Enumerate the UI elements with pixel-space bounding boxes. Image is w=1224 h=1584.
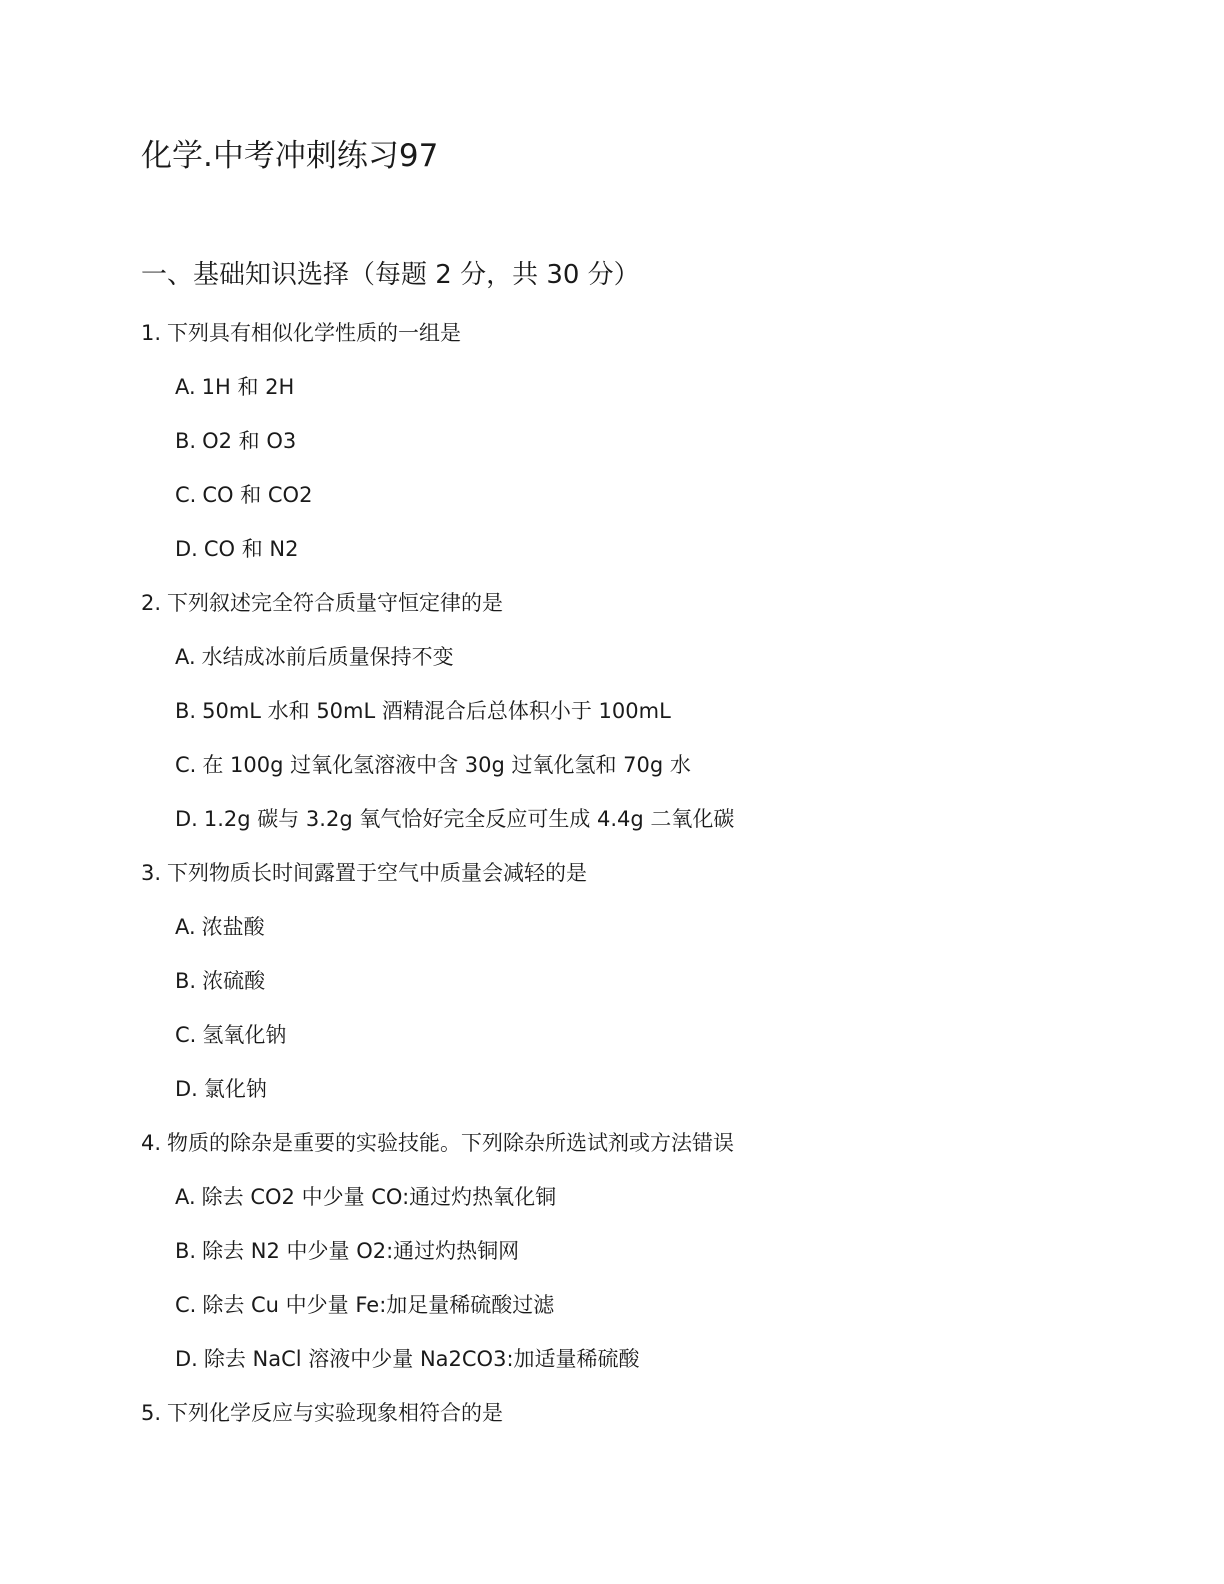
option-letter: B.	[175, 969, 197, 993]
option-letter: A.	[175, 1185, 196, 1209]
option-letter: A.	[175, 915, 196, 939]
option-text: 50mL 水和 50mL 酒精混合后总体积小于 100mL	[202, 699, 671, 723]
question-3-option-c	[141, 1015, 1141, 1069]
option-text: O2 和 O3	[202, 429, 297, 453]
section-heading: 一、基础知识选择（每题 2 分，共 30 分）	[141, 260, 640, 290]
question-number: 2.	[141, 591, 162, 615]
question-1-option-a	[141, 367, 1141, 421]
question-2-option-a	[141, 637, 1141, 691]
question-1-option-d	[141, 529, 1141, 583]
question-3	[141, 853, 1141, 907]
question-2-option-b	[141, 691, 1141, 745]
question-list	[141, 313, 1141, 1447]
question-4-option-c	[141, 1285, 1141, 1339]
option-letter: C.	[175, 1023, 197, 1047]
question-1-option-c	[141, 475, 1141, 529]
document-title: 化学.中考冲刺练习97	[141, 138, 439, 174]
option-text: 1H 和 2H	[201, 375, 295, 399]
option-letter: A.	[175, 375, 196, 399]
question-text: 下列叙述完全符合质量守恒定律的是	[167, 591, 504, 615]
question-text: 物质的除杂是重要的实验技能。下列除杂所选试剂或方法错误	[167, 1131, 735, 1155]
question-4-option-a	[141, 1177, 1141, 1231]
option-letter: B.	[175, 699, 197, 723]
option-text: 浓盐酸	[201, 915, 265, 939]
option-text: 1.2g 碳与 3.2g 氧气恰好完全反应可生成 4.4g 二氧化碳	[203, 807, 735, 831]
option-letter: D.	[175, 1077, 198, 1101]
question-number: 5.	[141, 1401, 162, 1425]
option-text: 除去 N2 中少量 O2:通过灼热铜网	[202, 1239, 520, 1263]
question-5	[141, 1393, 1141, 1447]
question-1	[141, 313, 1141, 367]
option-letter: B.	[175, 429, 197, 453]
question-2	[141, 583, 1141, 637]
option-letter: A.	[175, 645, 196, 669]
option-text: 除去 NaCl 溶液中少量 Na2CO3:加适量稀硫酸	[203, 1347, 640, 1371]
question-number: 1.	[141, 321, 162, 345]
option-text: 氢氧化钠	[202, 1023, 287, 1047]
option-text: CO 和 CO2	[202, 483, 313, 507]
question-4	[141, 1123, 1141, 1177]
option-text: 除去 CO2 中少量 CO:通过灼热氧化铜	[201, 1185, 557, 1209]
option-letter: C.	[175, 753, 197, 777]
question-text: 下列具有相似化学性质的一组是	[167, 321, 462, 345]
option-letter: C.	[175, 483, 197, 507]
option-text: CO 和 N2	[203, 537, 299, 561]
option-letter: D.	[175, 807, 198, 831]
option-text: 氯化钠	[203, 1077, 267, 1101]
option-text: 浓硫酸	[202, 969, 266, 993]
question-2-option-c	[141, 745, 1141, 799]
question-number: 4.	[141, 1131, 162, 1155]
question-3-option-b	[141, 961, 1141, 1015]
question-2-option-d	[141, 799, 1141, 853]
option-letter: D.	[175, 537, 198, 561]
option-letter: D.	[175, 1347, 198, 1371]
option-text: 水结成冰前后质量保持不变	[201, 645, 454, 669]
question-4-option-b	[141, 1231, 1141, 1285]
question-3-option-d	[141, 1069, 1141, 1123]
question-number: 3.	[141, 861, 162, 885]
question-text: 下列化学反应与实验现象相符合的是	[167, 1401, 504, 1425]
question-4-option-d	[141, 1339, 1141, 1393]
question-3-option-a	[141, 907, 1141, 961]
option-text: 除去 Cu 中少量 Fe:加足量稀硫酸过滤	[202, 1293, 555, 1317]
option-letter: C.	[175, 1293, 197, 1317]
option-letter: B.	[175, 1239, 197, 1263]
question-text: 下列物质长时间露置于空气中质量会减轻的是	[167, 861, 588, 885]
option-text: 在 100g 过氧化氢溶液中含 30g 过氧化氢和 70g 水	[202, 753, 691, 777]
question-1-option-b	[141, 421, 1141, 475]
